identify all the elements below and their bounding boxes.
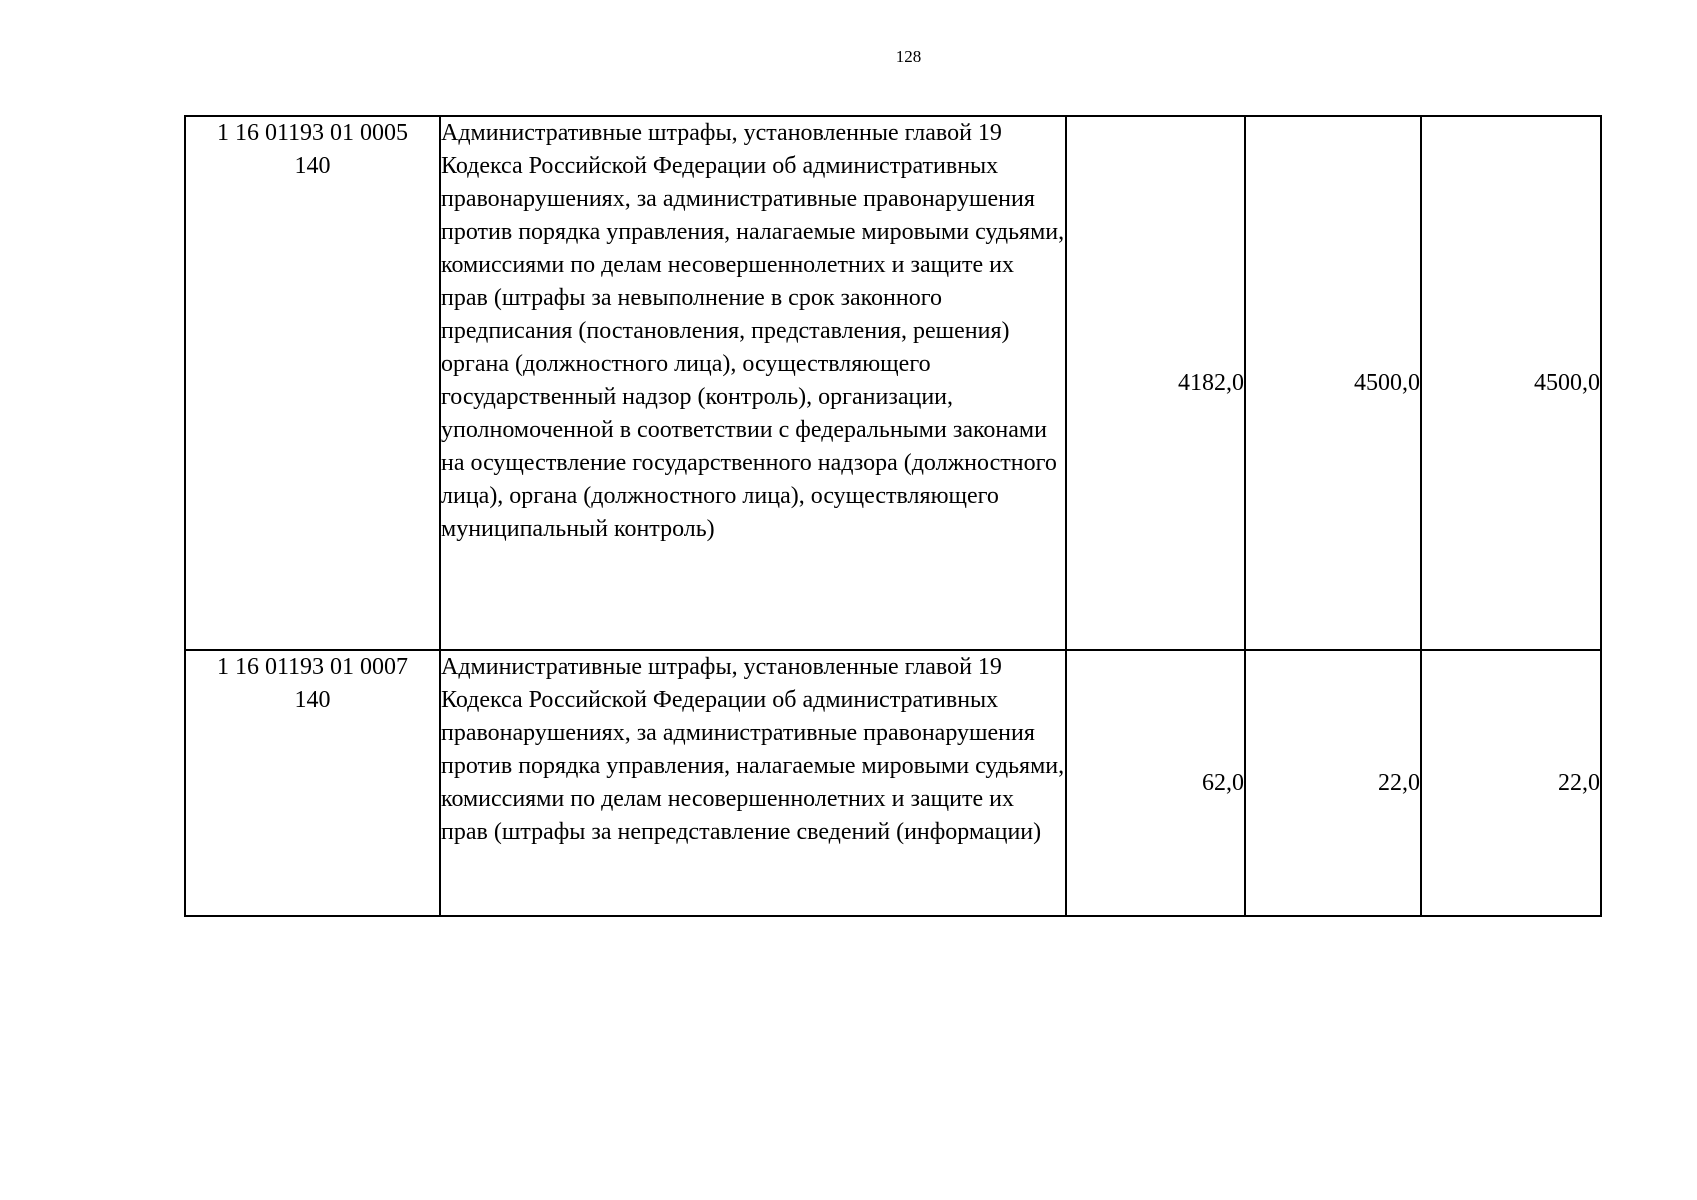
amount-cell-2: 22,0 (1245, 650, 1421, 916)
name-cell: Административные штрафы, установленные главой 19 Кодекса Российской Федерации об административных правонарушениях, за административные правонарушения против порядка управления, налагаемые мировыми судьями, комиссиями по делам несовершеннолетних и защите их прав (штрафы за невыполнение в срок законного предписания (постановления, представления, решения) органа (должностного лица), осуществляющего государственный надзор (контроль), организации, уполномоченной в соответствии с федеральными законами на осуществление государственного надзора (должностного лица), органа (должностного лица), осуществляющего муниципальный контроль) (440, 116, 1066, 650)
amount-cell-1: 62,0 (1066, 650, 1245, 916)
amount-cell-3: 4500,0 (1421, 116, 1601, 650)
budget-table (184, 115, 1602, 917)
amount-cell-2: 4500,0 (1245, 116, 1421, 650)
amount-cell-3: 22,0 (1421, 650, 1601, 916)
code-line-2: 140 (294, 153, 331, 179)
code-line-1: 1 16 01193 01 0005 (216, 120, 409, 146)
code-cell (185, 650, 440, 916)
table-row (185, 650, 1601, 916)
code-cell (185, 116, 440, 650)
table-row (185, 116, 1601, 650)
name-cell: Административные штрафы, установленные главой 19 Кодекса Российской Федерации об административных правонарушениях, за административные правонарушения против порядка управления, налагаемые мировыми судьями, комиссиями по делам несовершеннолетних и защите их прав (штрафы за непредставление сведений (информации) (440, 650, 1066, 916)
code-line-1: 1 16 01193 01 0007 (216, 654, 409, 680)
page-number: 128 (895, 47, 922, 66)
amount-cell-1: 4182,0 (1066, 116, 1245, 650)
code-line-2: 140 (294, 687, 331, 713)
